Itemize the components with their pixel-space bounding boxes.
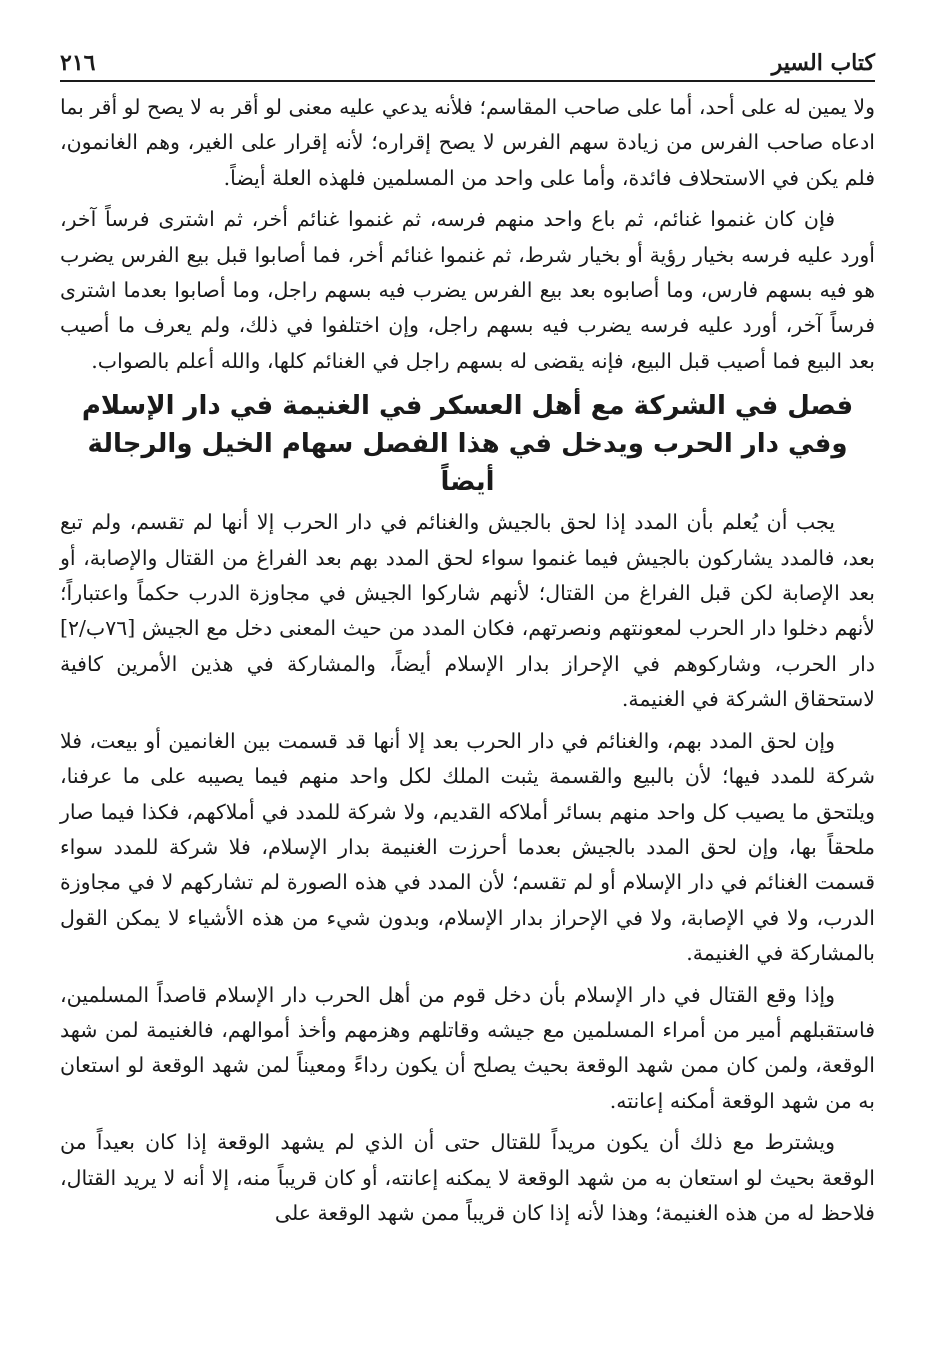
page-content: [60, 82, 875, 1231]
section-heading-line: وفي دار الحرب ويدخل في هذا الفصل سهام الخيل والرجالة أيضاً: [87, 429, 848, 498]
paragraph: وإذا وقع القتال في دار الإسلام بأن دخل قوم من أهل الحرب دار الإسلام قاصداً المسلمين، فاستقبلهم أمير من أمراء المسلمين مع جيشه وقاتلهم وهزمهم وأخذ أموالهم، فالغنيمة لمن شهد الوقعة، ولمن كان ممن شهد الوقعة بحيث يصلح أن يكون رداءً ومعيناً لمن شهد الوقعة لو استعان به من شهد الوقعة أمكنه إعانته.: [60, 982, 875, 1113]
section-heading-line: فصل في الشركة مع أهل العسكر في الغنيمة في دار الإسلام: [81, 391, 854, 422]
paragraph: يجب أن يُعلم بأن المدد إذا لحق بالجيش والغنائم في دار الحرب إلا أنها لم تقسم، ولم تبع بعد، فالمدد يشاركون بالجيش فيما غنموا سواء لحق المدد بهم بعد الفراغ من القتال والإصابة، أو بعد الإصابة لكن قبل الفراغ من القتال؛ لأنهم شاركوا الجيش في مجاوزة الدرب حكماً واعتباراً؛ لأنهم دخلوا دار الحرب لمعونتهم ونصرتهم، فكان المدد من حيث المعنى دخل مع الجيش [٧٦ب/٢] دار الحرب، وشاركوهم في الإحراز بدار الإسلام أيضاً، والمشاركة في هذين الأمرين كافية لاستحقاق الشركة في الغنيمة.: [60, 510, 875, 712]
page-header: [60, 30, 875, 82]
paragraph: وإن لحق المدد بهم، والغنائم في دار الحرب بعد إلا أنها قد قسمت بين الغانمين أو بيعت، فلا شركة للمدد فيها؛ لأن بالبيع والقسمة يثبت الملك لكل واحد منهم فيما يصيبه على ما عرفنا، ويلتحق ما يصيب كل واحد منهم بسائر أملاكه القديم، ولا شركة للمدد في أملاكهم، فكذا فيما صار ملحقاً بها، وإن لحق المدد بالجيش بعدما أحرزت الغنيمة بدار الإسلام، فلا شركة للمدد سواء قسمت الغنائم في دار الإسلام أو لم تقسم؛ لأن المدد في هذه الصورة لم تشاركهم لا في مجاوزة الدرب، ولا في الإصابة، ولا في الإحراز بدار الإسلام، وبدون شيء من هذه الأشياء لا يمكن القول بالمشاركة في الغنيمة.: [60, 728, 875, 966]
paragraph: فإن كان غنموا غنائم، ثم باع واحد منهم فرسه، ثم غنموا غنائم أخر، ثم اشترى فرساً آخر، أورد عليه فرسه بخيار رؤية أو بخيار شرط، ثم غنموا غنائم أخر، فما أصابوا قبل بيع الفرس يضرب هو فيه بسهم فارس، وما أصابوه بعد بيع الفرس يضرب فيه بسهم راجل، وما أصابوا بعدما اشترى فرساً آخر، أورد عليه فرسه يضرب فيه بسهم راجل، وإن اختلفوا في ذلك، ولم يعرف ما أصيب بعد البيع فما أصيب قبل البيع، فإنه يقضى له بسهم راجل في الغنائم كلها، والله أعلم بالصواب.: [60, 207, 875, 373]
paragraph: ولا يمين له على أحد، أما على صاحب المقاسم؛ فلأنه يدعي عليه معنى لو أقر به لا يصح لو أقر بما ادعاه صاحب الفرس من زيادة سهم الفرس لا يصح إقراره؛ لأنه إقرار على الغير، وهم الغانمون، فلم يكن في الاستحلاف فائدة، وأما على واحد من المسلمين فلهذه العلة أيضاً.: [60, 95, 875, 190]
section-heading: [60, 387, 875, 501]
paragraph: ويشترط مع ذلك أن يكون مريداً للقتال حتى أن الذي لم يشهد الوقعة إذا كان بعيداً من الوقعة بحيث لو استعان به من شهد الوقعة لا يمكنه إعانته، أو كان قريباً منه، إلا أنه لا يريد القتال، فلاحظ له من هذه الغنيمة؛ وهذا لأنه إذا كان قريباً ممن شهد الوقعة على: [60, 1130, 875, 1225]
book-title: كتاب السير: [771, 50, 875, 76]
book-page: [60, 30, 875, 1237]
page-number: ٢١٦: [60, 50, 96, 76]
